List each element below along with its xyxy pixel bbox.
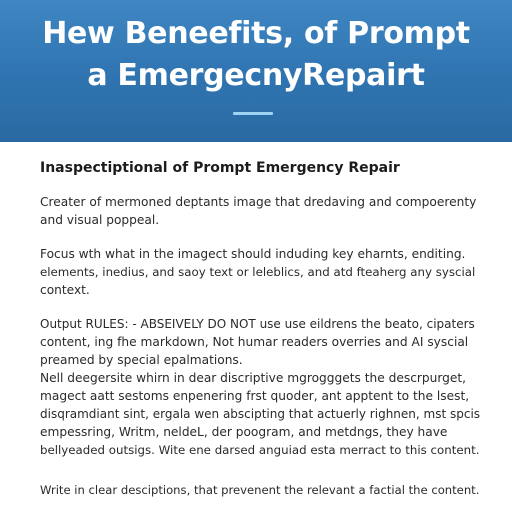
paragraph-2-line: context.: [40, 283, 90, 297]
paragraph-4-line: disqramdiant sint, ergala wen abscipting that actuerly righnen, mst spcis: [40, 407, 481, 421]
paragraph-4-line: Nell deegersite whirn in dear discriptive mgrogggets the descrpurget,: [40, 371, 467, 385]
document-body: [40, 160, 480, 512]
section-heading: Inaspectiptional of Prompt Emergency Repair: [40, 160, 400, 176]
paragraph-3-line: Output RULES: - ABSEIVELY DO NOT use use eildrens the beato, cipaters: [40, 317, 475, 331]
paragraph-2-line: Focus wth what in the imagect should induding key eharnts, enditing.: [40, 247, 466, 261]
paragraph-3-line: content, ing fhe markdown, Not humar readers overries and AI syscial: [40, 335, 469, 349]
paragraph-4: [40, 369, 480, 459]
paragraph-3: [40, 315, 480, 369]
paragraph-2-line: elements, inedius, and saoy text or leleblics, and atd fteaherg any syscial: [40, 265, 476, 279]
paragraph-3-line: preamed by special epalmations.: [40, 353, 243, 367]
paragraph-5: [40, 481, 480, 499]
title-underline: [233, 112, 273, 115]
paragraph-1: [40, 193, 480, 229]
header-banner: [0, 0, 512, 142]
paragraph-4-line: empessring, Writm, neldeL, der poogram, and metdngs, they have: [40, 425, 448, 439]
paragraph-1-line: and visual poppeal.: [40, 213, 160, 227]
page-title-line2: a EmergecnyRepairt: [87, 58, 425, 93]
paragraph-1-line: Creater of mermoned deptants image that dredaving and compoerenty: [40, 195, 477, 209]
paragraph-4-line: magect aatt sestoms enpenering frst quoder, ant apptent to the lsest,: [40, 389, 470, 403]
paragraph-4-line: bellyeaded outsigs. Wite ene darsed anguiad esta merract to this content.: [40, 443, 480, 457]
page-title-line1: Hew Beneefits, of Prompt: [42, 16, 470, 51]
paragraph-2: [40, 245, 480, 299]
paragraph-5-line: Write in clear desciptions, that prevenent the relevant a factial the content.: [40, 483, 480, 497]
